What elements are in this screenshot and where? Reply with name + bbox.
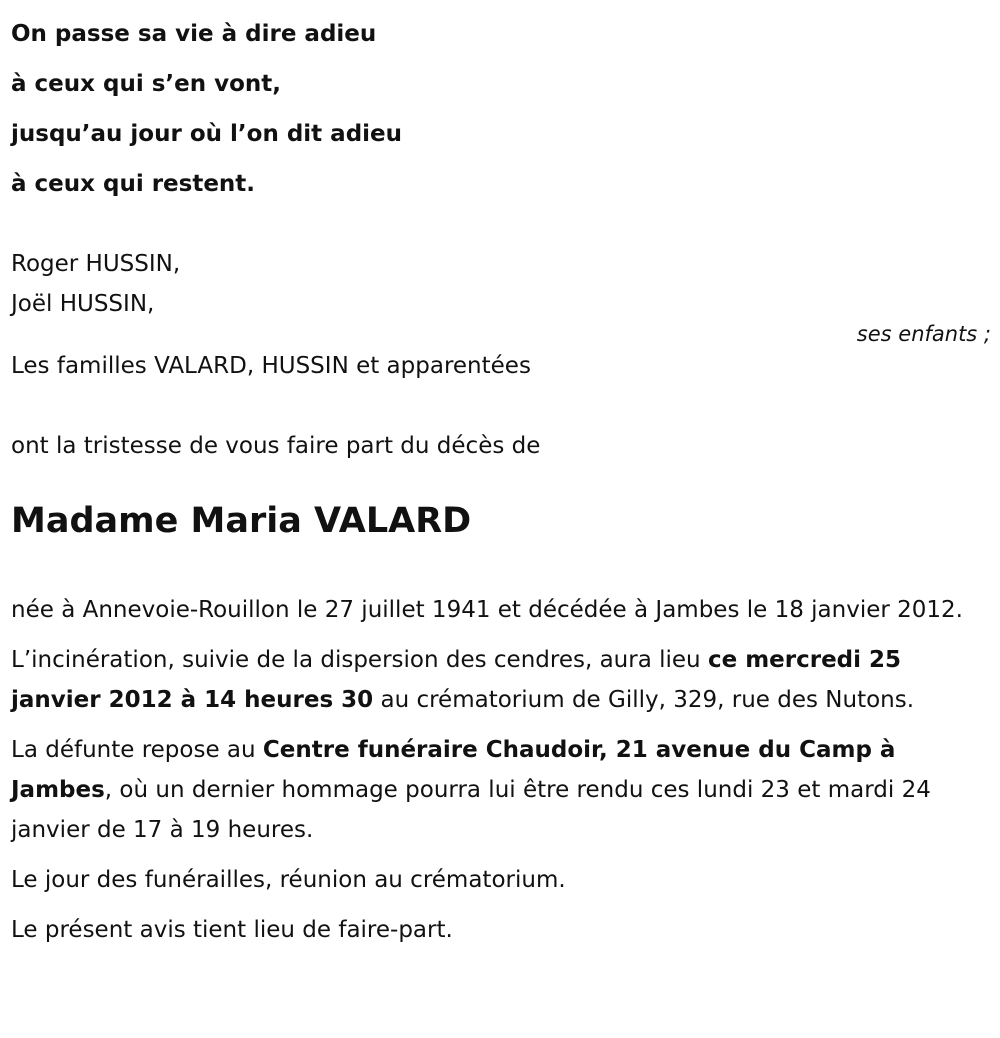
family-block — [11, 244, 991, 386]
poem — [11, 9, 991, 209]
closing-paragraph: Le présent avis tient lieu de faire-part. — [11, 917, 453, 943]
poem-line: On passe sa vie à dire adieu — [11, 21, 377, 47]
cremation-paragraph — [11, 640, 991, 720]
resting-place: Centre funéraire Chaudoir, 21 avenue du Camp à Jambes — [11, 737, 896, 803]
child-name: Joël HUSSIN, — [11, 291, 155, 317]
poem-line: jusqu’au jour où l’on dit adieu — [11, 121, 403, 147]
gathering-paragraph: Le jour des funérailles, réunion au crématorium. — [11, 867, 566, 893]
deceased-name: Madame Maria VALARD — [11, 501, 472, 541]
death-notice — [11, 0, 991, 950]
birth-death-paragraph: née à Annevoie-Rouillon le 27 juillet 1941 et décédée à Jambes le 18 janvier 2012. — [11, 597, 963, 623]
visiting-hours: , où un dernier hommage pourra lui être rendu ces lundi 23 et mardi 24 janvier de 17 à 19 heures. — [11, 777, 931, 843]
cremation-text: L’incinération, suivie de la dispersion des cendres, aura lieu — [11, 647, 708, 673]
child-name: Roger HUSSIN, — [11, 251, 181, 277]
cremation-datetime: ce mercredi 25 janvier 2012 à 14 heures 30 — [11, 647, 902, 713]
children-label: ses enfants ; — [856, 322, 991, 346]
resting-place-paragraph — [11, 730, 991, 850]
poem-line: à ceux qui restent. — [11, 171, 256, 197]
resting-text: La défunte repose au — [11, 737, 263, 763]
announcement: ont la tristesse de vous faire part du décès de — [11, 433, 541, 459]
poem-line: à ceux qui s’en vont, — [11, 71, 282, 97]
families-line: Les familles VALARD, HUSSIN et apparentées — [11, 353, 531, 379]
cremation-location: au crématorium de Gilly, 329, rue des Nutons. — [373, 687, 915, 713]
